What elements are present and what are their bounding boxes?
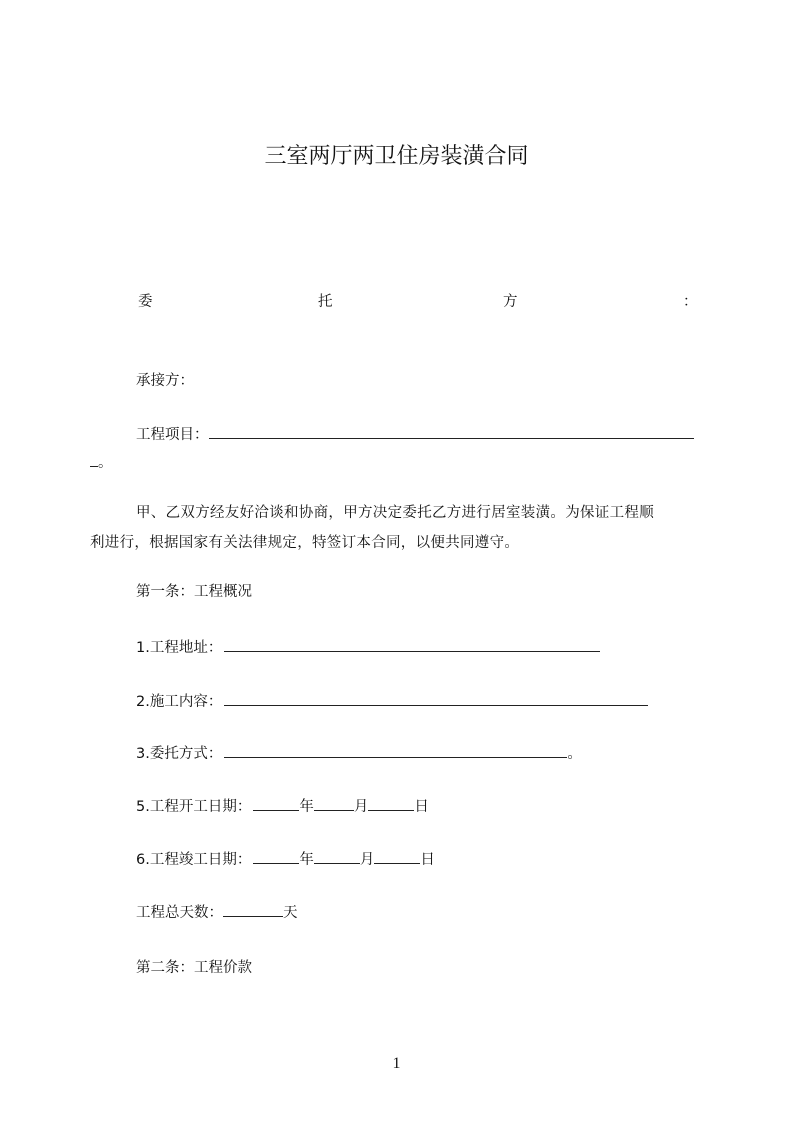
end-date-line <box>136 849 435 870</box>
address-line <box>136 637 600 658</box>
total-days-blank[interactable] <box>223 902 283 917</box>
year-label: 年 <box>299 799 314 815</box>
end-year-blank[interactable] <box>253 849 299 864</box>
address-blank[interactable] <box>224 637 600 652</box>
client-char: 方 <box>503 294 518 310</box>
project-blank-cont[interactable] <box>90 452 98 467</box>
content-line <box>136 691 648 712</box>
content-label: 2.施工内容： <box>136 694 223 710</box>
days-unit: 天 <box>283 905 298 921</box>
contractor-label: 承接方： <box>136 373 194 389</box>
project-line-cont <box>90 452 113 473</box>
article-1-heading: 第一条：工程概况 <box>136 584 252 600</box>
year-label: 年 <box>299 852 314 868</box>
day-label: 日 <box>420 852 435 868</box>
document-title: 三室两厅两卫住房装潢合同 <box>264 144 529 169</box>
period: 。 <box>98 455 113 471</box>
total-days-line <box>136 902 298 923</box>
project-line <box>136 424 694 445</box>
start-day-blank[interactable] <box>368 796 414 811</box>
end-date-label: 6.工程竣工日期： <box>136 852 252 868</box>
end-day-blank[interactable] <box>374 849 420 864</box>
address-label: 1.工程地址： <box>136 640 223 656</box>
client-char: ： <box>683 294 698 310</box>
end-month-blank[interactable] <box>314 849 360 864</box>
month-label: 月 <box>359 852 375 868</box>
start-year-blank[interactable] <box>253 796 299 811</box>
project-label: 工程项目： <box>136 427 209 443</box>
method-line <box>136 743 582 764</box>
start-month-blank[interactable] <box>314 796 354 811</box>
method-label: 3.委托方式： <box>136 746 223 762</box>
project-blank[interactable] <box>209 424 694 439</box>
page-number: 1 <box>392 1055 401 1072</box>
month-label: 月 <box>353 799 369 815</box>
content-blank[interactable] <box>224 691 648 706</box>
client-char: 委 <box>138 294 153 310</box>
day-label: 日 <box>414 799 429 815</box>
intro-line-2: 利进行，根据国家有关法律规定，特签订本合同，以便共同遵守。 <box>90 535 520 551</box>
start-date-label: 5.工程开工日期： <box>136 799 252 815</box>
method-blank[interactable] <box>224 743 567 758</box>
article-2-heading: 第二条：工程价款 <box>136 960 252 976</box>
intro-line-1: 甲、乙双方经友好洽谈和协商，甲方决定委托乙方进行居室装潢。为保证工程顺 <box>136 505 654 521</box>
total-days-label: 工程总天数： <box>136 905 223 921</box>
start-date-line <box>136 796 429 817</box>
period: 。 <box>567 746 582 762</box>
client-char: 托 <box>318 294 333 310</box>
